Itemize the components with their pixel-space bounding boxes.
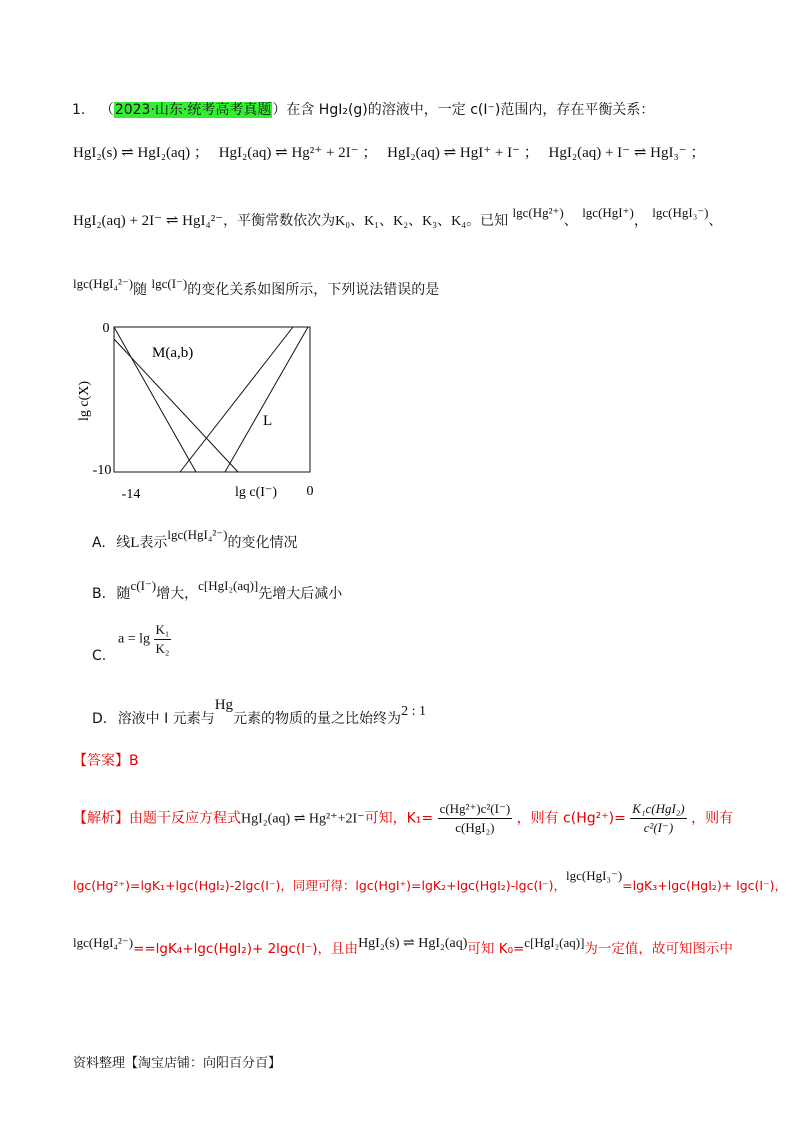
c-hg2-numerator: K₁c(HgI₂): [630, 801, 686, 819]
option-c[interactable]: [92, 648, 106, 664]
option-a[interactable]: [92, 527, 298, 552]
analysis-equation: HgI₂(s) ⇌ HgI₂(aq): [358, 936, 468, 951]
y-top-tick: 0: [102, 321, 110, 336]
option-c-fraction: [154, 622, 172, 657]
option-c-lhs: a = lg: [118, 631, 150, 647]
y-bottom-tick: -10: [92, 463, 112, 478]
option-expr: c(I⁻): [130, 578, 157, 593]
point-m-label: M(a,b): [152, 345, 194, 361]
option-letter: C.: [92, 648, 107, 664]
option-symbol: Hg: [214, 697, 234, 713]
question-header: [72, 99, 654, 119]
question-stem-end: [73, 276, 440, 299]
analysis-line-2: [73, 868, 788, 894]
expr-lg-hgi: lgc(HgI⁺): [582, 205, 634, 220]
option-c-expr: [118, 622, 171, 657]
x-axis-label: lg c(I⁻): [235, 485, 277, 500]
analysis-expr: lgc(HgI₄²⁻): [73, 935, 134, 950]
question-ask: 的变化关系如图所示，下列说法错误的是: [187, 282, 440, 298]
y-axis-label: lg c(X): [77, 380, 92, 422]
c-hg2-denominator: c²(I⁻): [643, 820, 674, 835]
separator: ；: [193, 145, 209, 161]
source-tag: 2023·山东·统考高考真题: [114, 102, 272, 118]
analysis-text: lgc(Hg²⁺)=lgK₁+lgc(HgI₂)-2lgc(I⁻)，同理可得：lgc(HgI⁺)=lgK₂+lgc(HgI₂)-lgc(I⁻)，: [73, 878, 566, 893]
option-text: 的变化情况: [227, 535, 298, 551]
analysis-expr: lgc(HgI₃⁻): [566, 868, 623, 883]
analysis-text: ，则有 c(Hg²⁺)=: [516, 810, 626, 827]
x-left-tick: -14: [121, 487, 141, 502]
analysis-line-1: [73, 801, 733, 836]
plot-frame: [114, 327, 310, 472]
analysis-text: =lgK₃+lgc(HgI₂)+ lgc(I⁻)，: [622, 878, 788, 893]
analysis-expr: c[HgI₂(aq)]: [524, 935, 585, 950]
option-letter: D.: [92, 711, 108, 727]
line-l-label: L: [263, 413, 273, 429]
equation-5: HgI₂(aq) + 2I⁻ ⇌ HgI₄²⁻: [73, 213, 224, 229]
analysis-text: ==lgK₄+lgc(HgI₂)+ 2lgc(I⁻)，且由: [133, 941, 359, 957]
footer-note: 资料整理【淘宝店铺：向阳百分百】: [73, 1056, 282, 1071]
c-hg2-fraction: [630, 801, 686, 836]
separator: 、: [563, 213, 578, 229]
k1-denominator: c(HgI₂): [455, 820, 495, 835]
constants-intro: ，平衡常数依次为: [223, 213, 336, 229]
equilibria-line-2: [73, 205, 723, 230]
curve-hgi4-L: [225, 327, 308, 472]
option-d[interactable]: [92, 697, 426, 728]
option-text: 元素的物质的量之比始终为: [233, 711, 402, 727]
analysis-line-3: [73, 937, 733, 958]
option-letter: B.: [92, 586, 107, 602]
question-number: 1.: [72, 102, 86, 118]
equation-2: HgI₂(aq) ⇌ Hg²⁺ + 2I⁻: [218, 145, 359, 161]
expr-lg-hg2: lgc(Hg²⁺): [512, 205, 564, 220]
analysis-equation: HgI₂(aq) ⇌ Hg²⁺+2I⁻: [241, 811, 365, 827]
option-text: 溶液中 I 元素与: [117, 711, 215, 727]
equilibrium-graph: [60, 315, 340, 505]
question-intro: 在含 HgI₂(g)的溶液中，一定 c(I⁻)范围内，存在平衡关系：: [286, 102, 655, 118]
x-right-tick: 0: [306, 484, 314, 499]
curve-hgi3: [180, 327, 293, 472]
sui-text: 随: [133, 282, 148, 298]
option-symbol: L: [130, 535, 140, 551]
option-text: 增大，: [156, 586, 199, 602]
open-paren: （: [99, 102, 114, 118]
answer-line: 【答案】B: [73, 753, 139, 769]
expr-lg-hgi3: lgc(HgI₃⁻): [652, 205, 709, 220]
option-text: 先增大后减小: [258, 586, 343, 602]
option-text: 随: [116, 586, 131, 602]
analysis-label: 【解析】: [73, 810, 129, 827]
equation-3: HgI₂(aq) ⇌ HgI⁺ + I⁻: [387, 145, 520, 161]
separator: ；: [523, 145, 539, 161]
equation-1: HgI₂(s) ⇌ HgI₂(aq): [73, 145, 191, 161]
equation-4: HgI₂(aq) + I⁻ ⇌ HgI₃⁻: [548, 145, 687, 161]
equilibria-line-1: [73, 141, 705, 162]
option-text: 表示: [139, 535, 168, 551]
close-paren: ）: [272, 102, 287, 118]
k1-fraction: [438, 801, 513, 836]
option-expr: lgc(HgI₄²⁻): [167, 527, 228, 542]
expr-lg-hgi4: lgc(HgI₄²⁻): [73, 276, 134, 291]
analysis-text: 可知 K₀=: [467, 941, 525, 957]
option-c-denominator: K₂: [155, 641, 170, 656]
analysis-text: 为一定值，故可知图示中: [584, 941, 733, 957]
option-ratio: 2 : 1: [401, 704, 426, 719]
k1-numerator: c(Hg²⁺)c²(I⁻): [438, 801, 513, 819]
option-b[interactable]: [92, 578, 343, 603]
separator: ；: [690, 145, 706, 161]
separator: 、: [708, 213, 723, 229]
option-text: 线: [116, 535, 131, 551]
expr-lg-i: lgc(I⁻): [151, 276, 188, 291]
option-letter: A.: [92, 535, 106, 551]
separator: ；: [362, 145, 378, 161]
analysis-text: 由题干反应方程式: [129, 810, 241, 827]
analysis-text: 可知，K₁=: [364, 810, 434, 827]
known-text: 。已知: [466, 213, 509, 229]
option-c-numerator: K₁: [154, 622, 172, 640]
analysis-text: ，则有: [691, 810, 734, 827]
separator: ，: [633, 213, 648, 229]
option-expr: c[HgI₂(aq)]: [198, 578, 259, 593]
constants-list: K₀、K₁、K₂、K₃、K₄: [335, 214, 467, 229]
